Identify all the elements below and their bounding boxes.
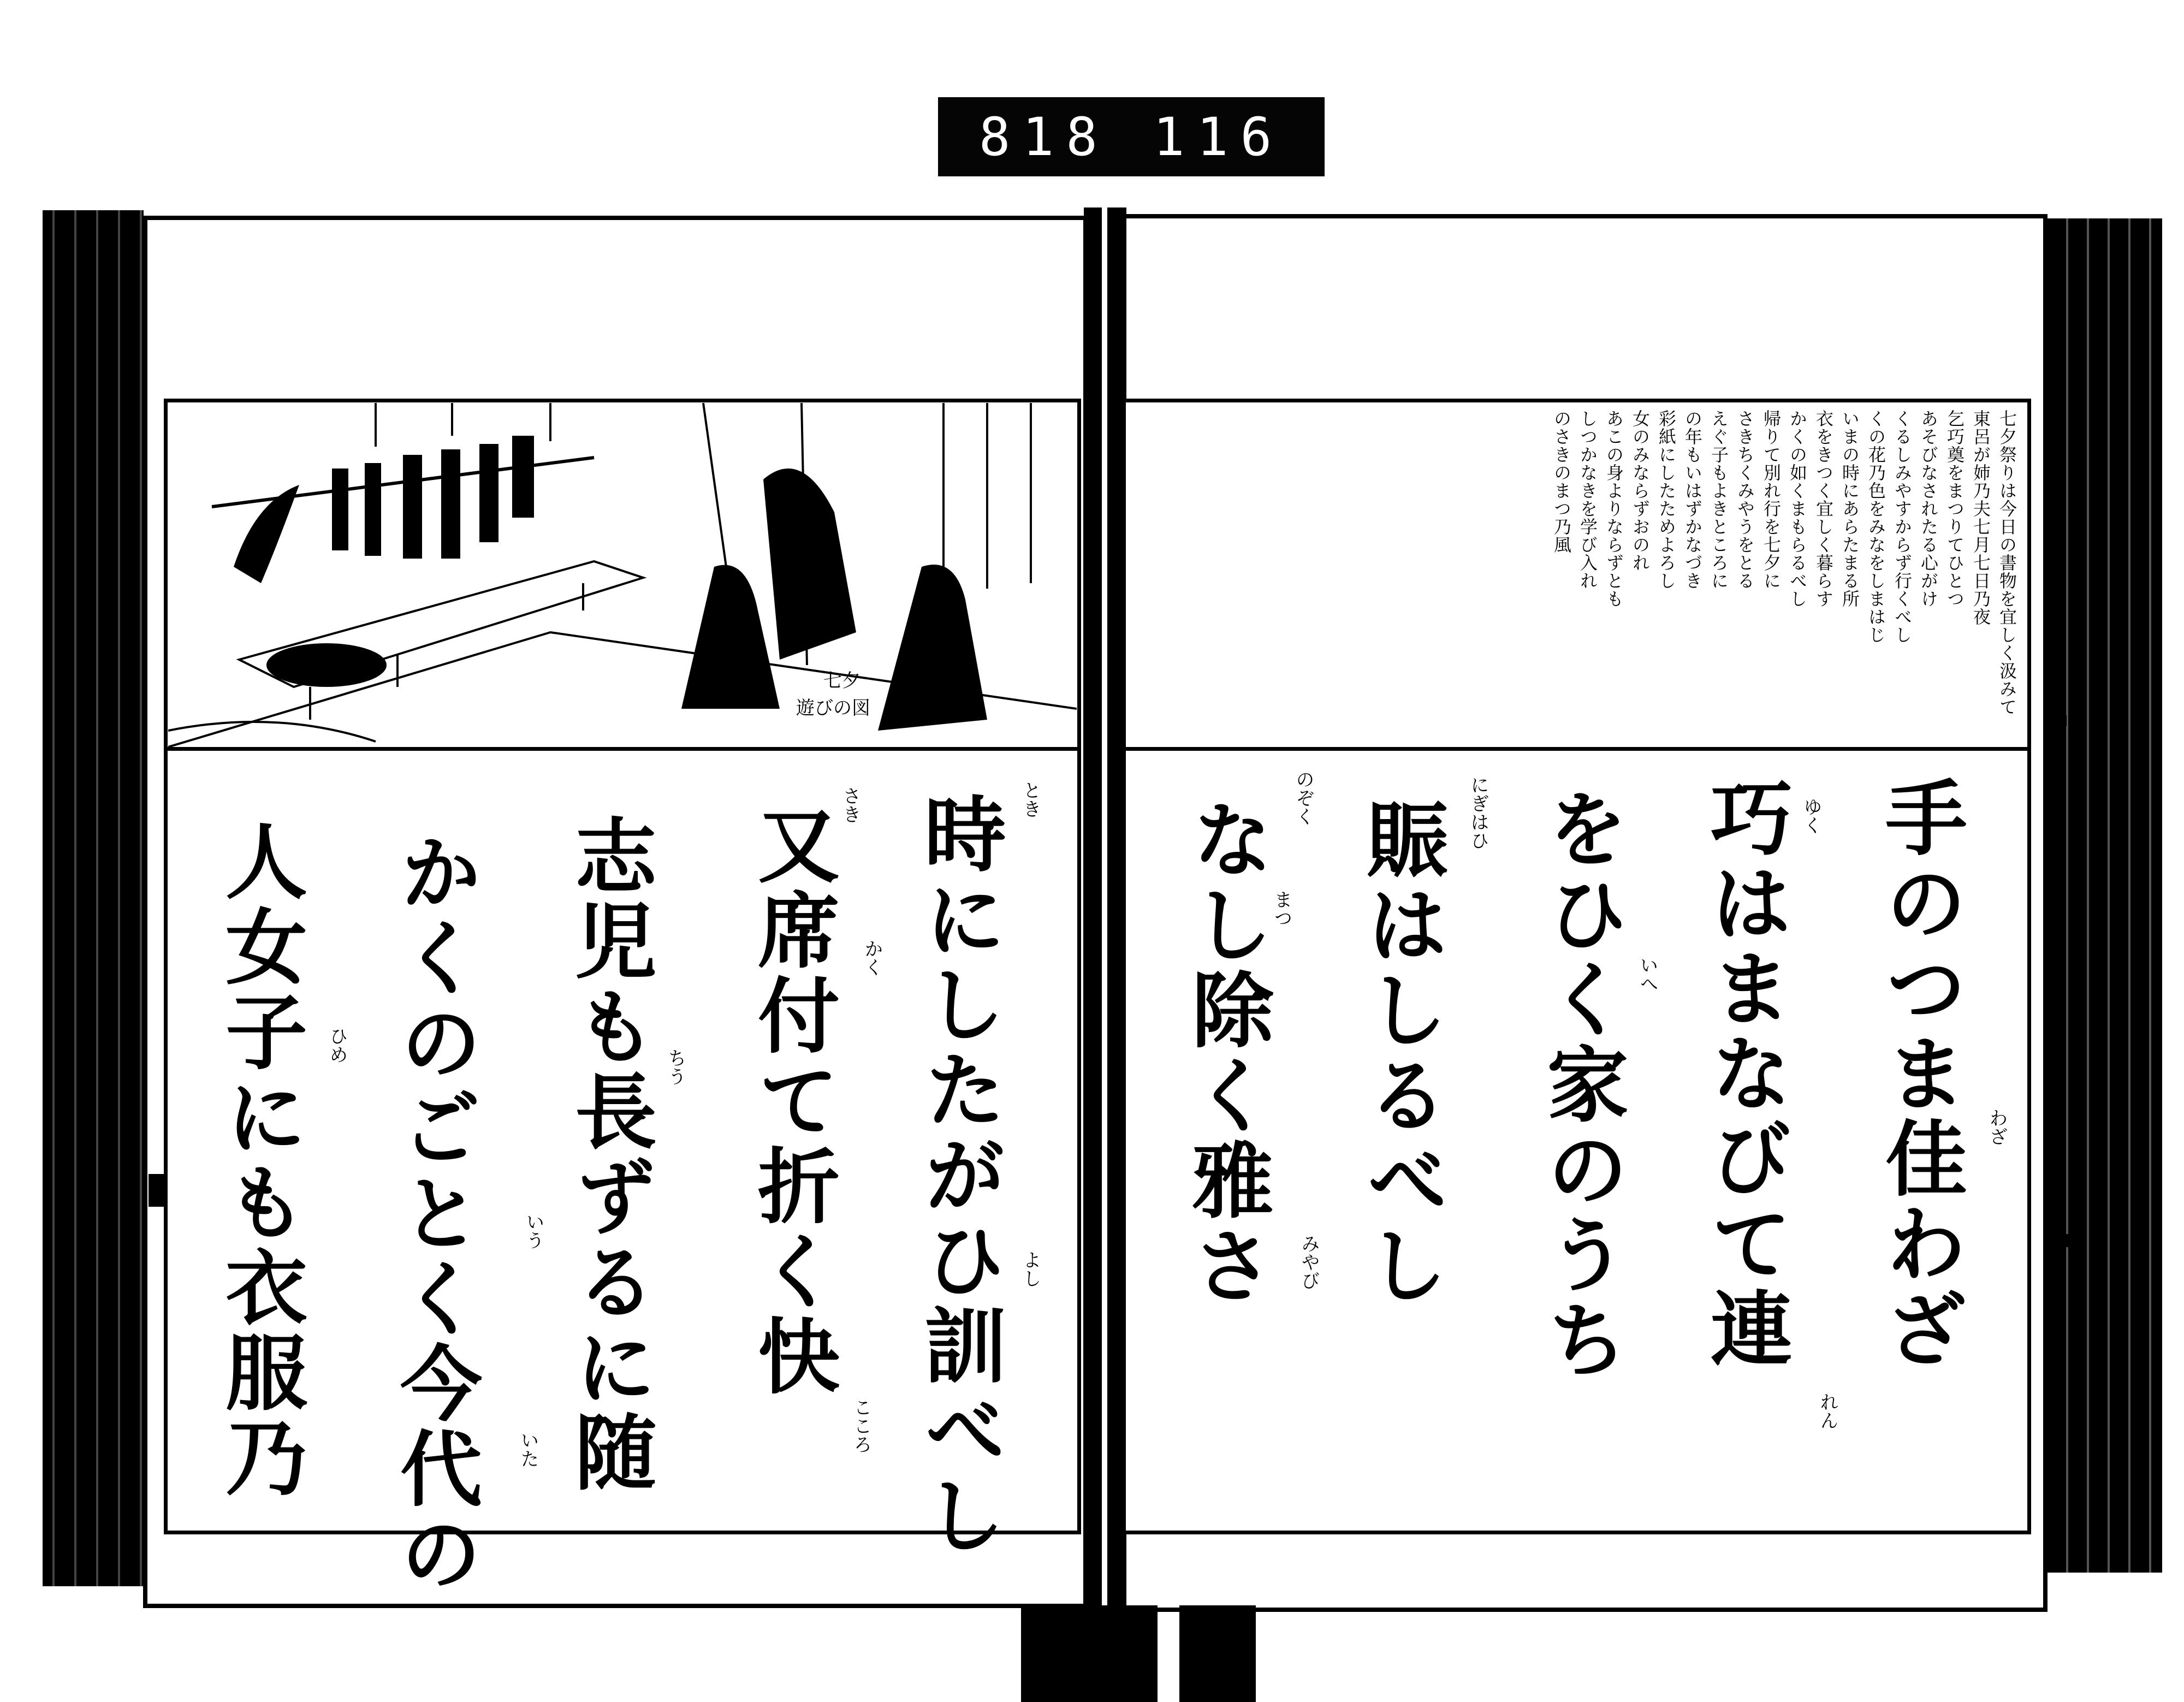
commentary-column-18: のさきのまつ乃風 [1551,410,1572,554]
commentary-column-14: 彩紙にしたためよろし [1656,410,1677,590]
commentary-column-3: 乞巧奠をまつりてひとつ [1944,410,1965,608]
commentary-column-5: くるしみやすからず行くべし [1892,410,1913,644]
left-ruby-5: こころ [850,1398,872,1454]
right-ruby-5: にぎはひ [1467,775,1489,850]
left-main-column-1: 時にしたがひ訓べし [910,792,1006,1558]
hanging-cloth-6 [512,436,534,518]
commentary-column-16: あこの身よりならずとも [1604,410,1624,608]
right-ruby-6: まつ [1271,890,1292,927]
left-ruby-2: よし [1019,1250,1041,1288]
commentary-column-4: あそびなされたる心がけ [1918,410,1939,608]
left-ruby-9: いた [517,1431,539,1468]
left-main-column-4: かくのごとく今代の [386,830,482,1597]
illustration-caption-2: 遊びの図 [796,697,870,719]
woman-seated-left [681,565,780,709]
commentary-column-1: 七夕祭りは今日の書物を宜しく汲みて [1997,410,2017,716]
left-frame-divider [164,747,1081,751]
binding-shadow-left [1021,1605,1158,1702]
right-ruby-2: ゆく [1800,797,1822,834]
commentary-column-13: の年もいはずかなづき [1682,410,1703,590]
right-frame-divider [1122,747,2031,751]
illustration-caption-1: 七夕 [823,670,860,692]
commentary-column-12: えぐ子もよきところに [1708,410,1729,590]
left-ruby-7: ひめ [326,1027,348,1064]
left-ruby-4: かく [861,939,883,976]
commentary-column-9: かくの如くまもらるべし [1787,410,1808,608]
catalog-number-label: 818 116 [938,97,1325,176]
commentary-column-10: 帰りて別れ行を七夕に [1761,410,1782,590]
right-main-column-1: 手のつま佳わざ [1871,775,1967,1372]
commentary-column-2: 東呂が姉乃夫七月七日乃夜 [1971,410,1991,626]
hanging-cloth-2 [365,463,381,556]
right-ruby-3: れん [1817,1392,1838,1430]
left-ruby-3: さき [839,786,861,823]
woman-seated-right [878,565,987,731]
hanging-cloth-4 [441,449,460,559]
right-main-column-2: 巧はまなびて連 [1696,775,1793,1372]
right-ruby-7: のぞく [1292,770,1314,826]
hanging-cloth-5 [479,444,498,542]
left-ruby-6: ちう [664,1048,686,1086]
tanabata-illustration [168,403,1077,747]
book-fore-edge-right [2037,218,2162,1573]
right-ruby-8: みやび [1298,1234,1320,1290]
left-ruby-1: とき [1019,781,1041,818]
commentary-column-15: 女のみならずおのれ [1630,410,1651,572]
commentary-column-6: くの花乃色をみなをしまはじ [1866,410,1886,644]
right-ruby-4: いへ [1636,956,1658,993]
right-main-column-5: なし除く雅さ [1178,797,1274,1308]
binding-shadow-right [1179,1605,1256,1702]
woman-standing [763,469,856,660]
margin-mark-1 [2045,715,2067,726]
hanging-cloth-1 [332,469,348,550]
left-main-column-3: 志児も長ずるに随 [561,814,657,1495]
right-main-column-3: をひく家のうち [1533,786,1629,1383]
commentary-column-17: しつかなきを学び入れ [1577,410,1598,590]
margin-mark-3 [149,1174,165,1207]
spine-gutter [1102,207,1107,1605]
right-ruby-1: わざ [1986,1108,2008,1146]
left-main-column-2: 又席付て折く快 [744,803,840,1399]
left-ruby-8: いう [523,1212,544,1249]
right-main-column-4: 賑はしるべし [1352,797,1449,1308]
hanging-cloth-3 [403,455,422,559]
commentary-column-11: さきちくみやうをとる [1735,410,1755,590]
left-main-column-5: 人女子にも衣服乃 [211,819,307,1501]
basin [266,643,387,687]
book-fore-edge-left [43,210,144,1586]
commentary-column-8: 衣をきつく宜しく暮らす [1813,410,1834,608]
margin-mark-2 [2045,1234,2072,1247]
commentary-column-7: いまの時にあらたまる所 [1839,410,1860,608]
